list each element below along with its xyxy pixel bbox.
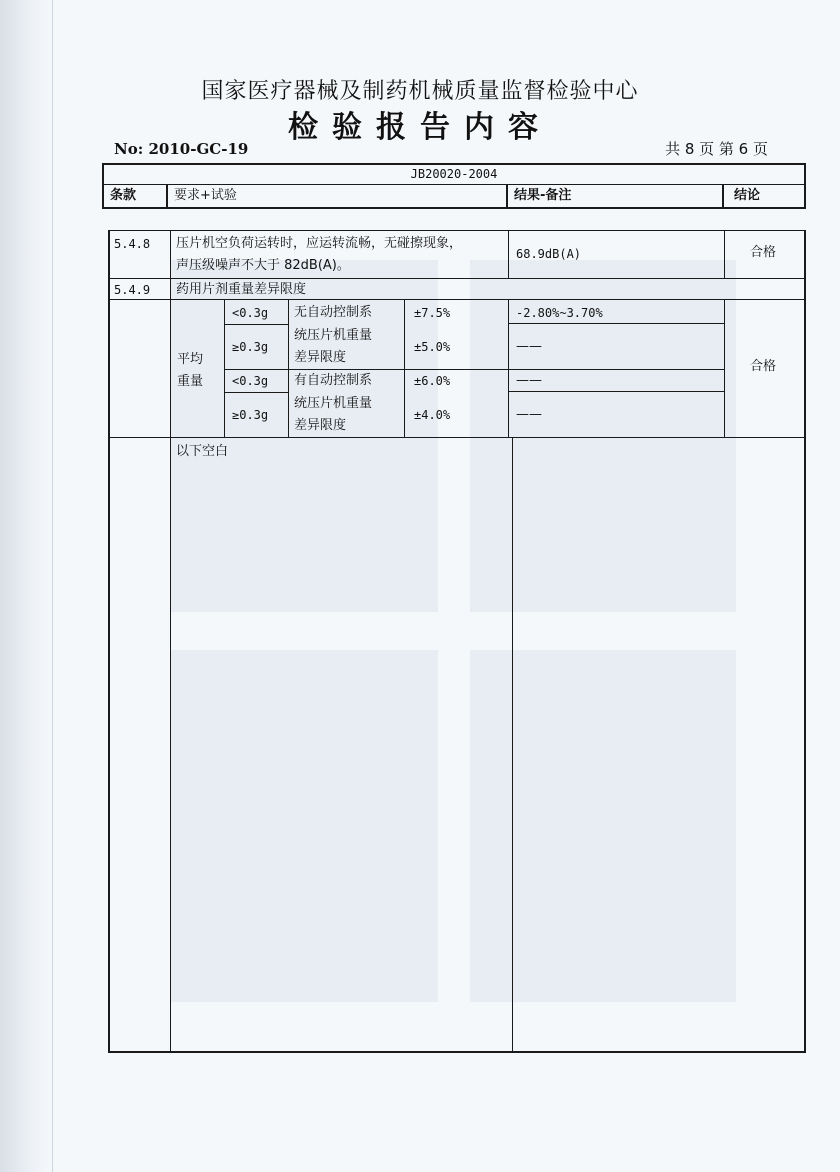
result-col-divider [508, 230, 509, 278]
header-table-mid [102, 184, 806, 185]
result-noise: 68.9dB(A) [516, 247, 582, 261]
result-col-divider [512, 437, 513, 1052]
body-table-right [804, 230, 806, 1053]
page-edge [0, 0, 53, 1172]
weight-result: —— [516, 407, 542, 422]
weight-inner-col [224, 299, 225, 437]
result-col-divider [508, 299, 509, 437]
header-col-divider [166, 184, 168, 208]
weight-inner-col [288, 299, 289, 437]
weight-inner-row [224, 324, 288, 325]
weight-limit: ±5.0% [414, 340, 451, 354]
avg-weight-label: 平均 [177, 352, 204, 367]
weight-inner-row [224, 392, 288, 393]
column-header-requirement: 要求+试验 [174, 188, 237, 203]
conclusion-col-divider [724, 230, 725, 278]
column-header-clause: 条款 [110, 188, 137, 203]
requirement-noise-line-1: 压片机空负荷运转时，应运转流畅，无碰擦现象， [176, 236, 463, 251]
column-header-conclusion: 结论 [734, 188, 761, 203]
bleed-through-photo [470, 650, 736, 1002]
header-col-divider [722, 184, 724, 208]
report-number-label: No: [114, 140, 144, 158]
weight-range: <0.3g [232, 374, 269, 388]
body-table-top [108, 230, 806, 231]
header-col-divider [506, 184, 508, 208]
weight-inner-col [404, 299, 405, 437]
report-number-value: 2010-GC-19 [148, 140, 249, 158]
system-auto-text: 统压片机重量 [294, 396, 373, 411]
weight-range: ≥0.3g [232, 408, 269, 422]
weight-result: —— [516, 339, 542, 354]
page-info: 共 8 页 第 6 页 [665, 140, 768, 158]
row-divider [108, 437, 806, 438]
weight-inner-row [508, 323, 724, 324]
weight-range: ≥0.3g [232, 340, 269, 354]
bleed-through-photo [170, 650, 438, 1002]
system-no-auto-text: 统压片机重量 [294, 328, 373, 343]
weight-result: -2.80%~3.70% [516, 306, 603, 320]
system-auto-text: 差异限度 [294, 418, 347, 433]
weight-limit: ±4.0% [414, 408, 451, 422]
weight-limit: ±7.5% [414, 306, 451, 320]
body-table-left [108, 230, 110, 1053]
standard-code: JB20020-2004 [410, 167, 498, 181]
weight-result: —— [516, 373, 542, 388]
clause-5-4-9: 5.4.9 [114, 283, 151, 297]
system-no-auto-text: 无自动控制系 [294, 305, 373, 320]
conclusion-col-divider [724, 299, 725, 437]
organization-name: 国家医疗器械及制药机械质量监督检验中心 [201, 79, 639, 104]
column-header-result: 结果-备注 [514, 188, 572, 203]
header-table-bottom [102, 207, 806, 209]
weight-inner-row [508, 391, 724, 392]
bleed-through-photo [470, 260, 736, 612]
body-table-bottom [108, 1051, 806, 1053]
clause-5-4-8: 5.4.8 [114, 237, 151, 251]
system-auto-text: 有自动控制系 [294, 373, 373, 388]
conclusion-weight: 合格 [750, 359, 777, 374]
row-divider [108, 278, 806, 279]
conclusion-noise: 合格 [750, 245, 777, 260]
avg-weight-label: 重量 [177, 374, 204, 389]
report-number [114, 140, 248, 158]
clause-col-divider [170, 230, 171, 1052]
report-title: 检验报告内容 [288, 110, 552, 145]
weight-limit: ±6.0% [414, 374, 451, 388]
weight-inner-row [224, 369, 724, 370]
requirement-noise-line-2: 声压级噪声不大于 82dB(A)。 [176, 258, 350, 273]
weight-range: <0.3g [232, 306, 269, 320]
blank-note: 以下空白 [176, 444, 229, 459]
system-no-auto-text: 差异限度 [294, 350, 347, 365]
requirement-weight-title: 药用片剂重量差异限度 [176, 282, 307, 297]
